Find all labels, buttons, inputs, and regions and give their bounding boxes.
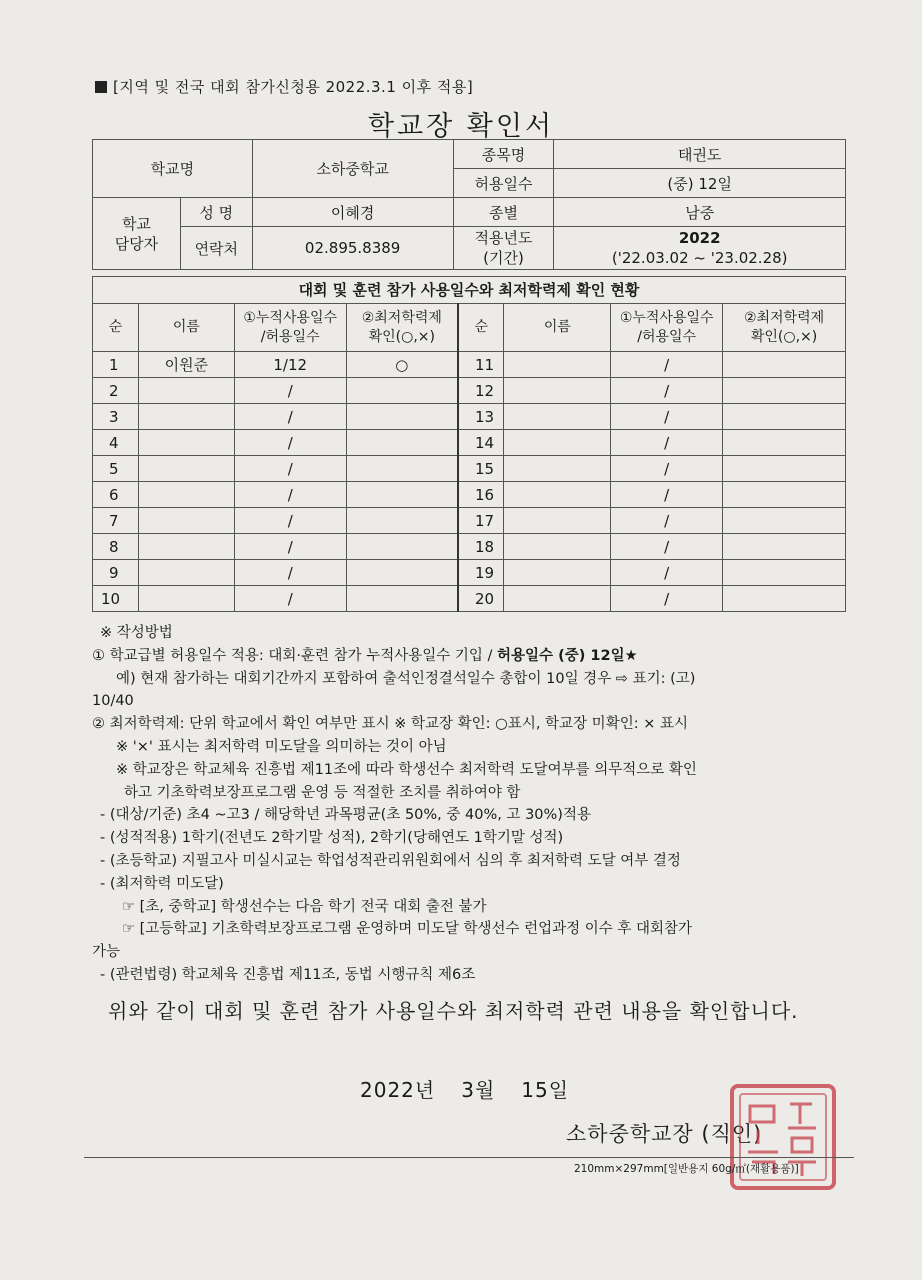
writing-instructions: ※ 작성방법 ① 학교급별 허용일수 적용: 대회·훈련 참가 누적사용일수 기입 / 허용일수 (중) 12일★ 예) 현재 참가하는 대회기간까지 포함하여 출석인정결석일수 총합이 10일 경우 ⇨ 표기: (고) 10/40 ② 최저학력제: 단위 학교에서 확인 여부만 표시 ※ 학교장 확인: ○표시, 학교장 미확인: × 표시 ※ '×' 표시는 최저학력 미도달을 의미하는 것이 아님 ※ 학교장은 학교체육 진흥법 제11조에 따라 학생선수 최저학력 도달여부를 의무적으로 확인 하고 기초학력보장프로그램 운영 등 적절한 조치를 취하여야 함 - (대상/기준) 초4 ~고3 / 해당학년 과목평균(초 50%, 중 40%, 고 30%)적용 - (성적적용) 1학기(전년도 2학기말 성적), 2학기(당해연도 1학기말 성적) - (초등학교) 지필고사 미실시교는 학업성적관리위원회에서 심의 후 최저학력 도달 여부 결정 - (최저학력 미도달) ☞ [초, 중학교] 학생선수는 다음 학기 전국 대회 출전 불가 ☞ [고등학교] 기초학력보장프로그램 운영하며 미도달 학생선수 런업과정 이수 후 대회참가 가능 - (관련법령) 학교체육 진흥법 제11조, 동법 시행규칙 제6조 <box>92 625 697 983</box>
name-value: 이혜경 <box>252 198 453 227</box>
col-days: ①누적사용일수 /허용일수 <box>234 304 346 352</box>
allowed-days-value: (중) 12일 <box>554 169 846 198</box>
school-value: 소하중학교 <box>252 140 453 198</box>
table-row: 5 / 15 / <box>93 456 846 482</box>
participation-table <box>92 303 846 612</box>
col-min: ②최저학력제 확인(○,×) <box>346 304 458 352</box>
col-no: 순 <box>93 304 139 352</box>
col-days-2: ①누적사용일수 /허용일수 <box>611 304 723 352</box>
status-title: 대회 및 훈련 참가 사용일수와 최저학력제 확인 현황 <box>92 276 846 303</box>
event-value: 태권도 <box>554 140 846 169</box>
division-label: 종별 <box>453 198 554 227</box>
allowed-days-label: 허용일수 <box>453 169 554 198</box>
table-row: 7 / 17 / <box>93 508 846 534</box>
contact-value: 02.895.8389 <box>252 227 453 270</box>
issue-date: 2022년 3월 15일 <box>360 1078 570 1102</box>
paper-size-note: 210mm×297mm[일반용지 60g/㎡(재활용품)] <box>574 1163 799 1175</box>
table-row: 10 / 20 / <box>93 586 846 612</box>
table-header-row <box>93 304 846 352</box>
name-label: 성 명 <box>180 198 252 227</box>
year-label: 적용년도 (기간) <box>453 227 554 270</box>
col-name-2: 이름 <box>504 304 611 352</box>
manager-label: 학교 담당자 <box>93 198 181 270</box>
table-row: 4 / 14 / <box>93 430 846 456</box>
contact-label: 연락처 <box>180 227 252 270</box>
table-row: 2 / 12 / <box>93 378 846 404</box>
header-note: [지역 및 전국 대회 참가신청용 2022.3.1 이후 적용] <box>95 76 473 97</box>
school-label: 학교명 <box>93 140 253 198</box>
col-no-2: 순 <box>458 304 504 352</box>
col-min-2: ②최저학력제 확인(○,×) <box>723 304 846 352</box>
table-row: 6 / 16 / <box>93 482 846 508</box>
document-title: 학교장 확인서 <box>367 111 555 142</box>
division-value: 남중 <box>554 198 846 227</box>
footer-divider <box>84 1157 854 1158</box>
principal-signature: 소하중학교장 (직인) <box>566 1122 763 1146</box>
square-bullet-icon <box>95 81 107 93</box>
table-row: 1 이원준 1/12 ○ 11 / <box>93 352 846 378</box>
table-row: 3 / 13 / <box>93 404 846 430</box>
school-info-table <box>92 139 846 270</box>
confirmation-text: 위와 같이 대회 및 훈련 참가 사용일수와 최저학력 관련 내용을 확인합니다. <box>108 999 799 1023</box>
year-value: 2022 ('22.03.02 ~ '23.02.28) <box>554 227 846 270</box>
event-label: 종목명 <box>453 140 554 169</box>
table-row: 8 / 18 / <box>93 534 846 560</box>
col-name: 이름 <box>138 304 234 352</box>
table-row: 9 / 19 / <box>93 560 846 586</box>
